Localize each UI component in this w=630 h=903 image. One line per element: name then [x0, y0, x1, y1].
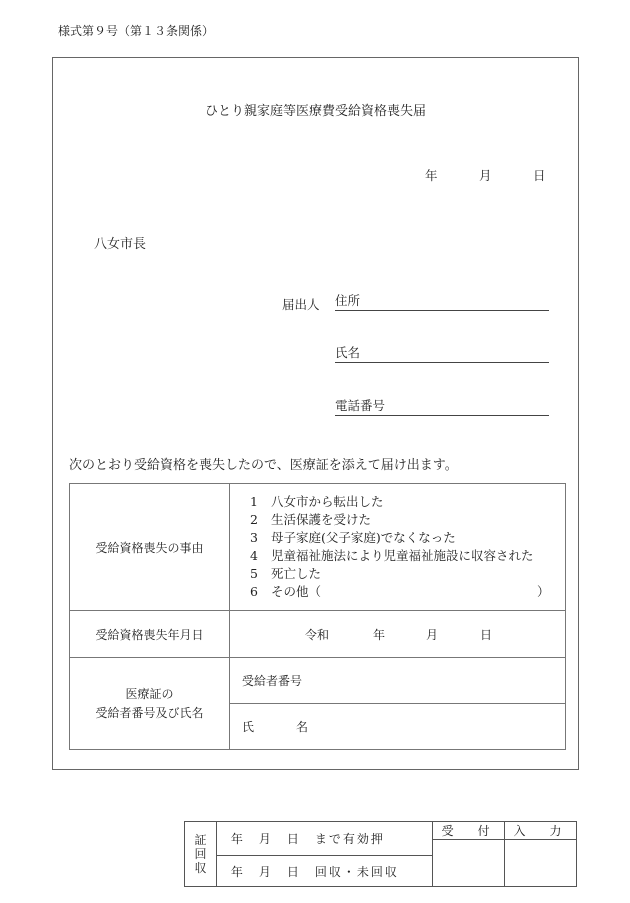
- addressee: 八女市長: [94, 237, 147, 252]
- address-field[interactable]: [335, 293, 549, 311]
- recipient-number-cell[interactable]: [230, 658, 566, 704]
- collection-cell: 年 月 日 回収・未回収: [216, 856, 432, 887]
- recipient-name-label-2: 名: [296, 720, 309, 734]
- office-stamp-table: [184, 821, 577, 887]
- reason-item[interactable]: 2 生活保護を受けた: [250, 512, 372, 527]
- name-label: 氏名: [335, 345, 361, 360]
- input-stamp-box: [505, 840, 577, 887]
- reason-item[interactable]: 4 児童福祉施法により児童福祉施設に収容された: [250, 548, 534, 563]
- date-month-label: 月: [479, 168, 492, 183]
- reason-item-other[interactable]: 6 その他（ ）: [250, 584, 550, 599]
- certificate-collection-label: 証 回 収: [185, 822, 217, 887]
- address-label: 住所: [335, 293, 361, 308]
- reporter-label: 届出人: [282, 297, 320, 312]
- loss-date-cell[interactable]: [230, 611, 566, 658]
- loss-date-month: 月: [426, 628, 439, 642]
- input-header: 入 力: [505, 822, 577, 840]
- valid-until-cell: 年 月 日 まで有効押: [216, 822, 432, 856]
- recipient-name-cell[interactable]: [230, 704, 566, 750]
- name-field[interactable]: [335, 345, 549, 363]
- reason-item[interactable]: 1 八女市から転出した: [250, 494, 384, 509]
- date-day-label: 日: [533, 168, 546, 183]
- reason-label: 受給資格喪失の事由: [70, 484, 230, 611]
- recipient-name-label-1: 氏: [242, 720, 255, 734]
- reason-cell[interactable]: [230, 484, 566, 611]
- certificate-label: 医療証の 受給者番号及び氏名: [70, 658, 230, 750]
- recipient-number-row: [70, 658, 566, 704]
- reason-item[interactable]: 5 死亡した: [250, 566, 322, 581]
- phone-label: 電話番号: [335, 398, 386, 413]
- date-year-label: 年: [425, 168, 438, 183]
- statement-text: 次のとおり受給資格を喪失したので、医療証を添えて届け出ます。: [69, 458, 458, 473]
- form-title: ひとり親家庭等医療費受給資格喪失届: [204, 104, 426, 119]
- reason-list: [230, 484, 565, 610]
- loss-details-table: [69, 483, 566, 750]
- received-stamp-box: [433, 840, 505, 887]
- other-close-paren: ）: [537, 584, 550, 599]
- loss-date-row: [70, 611, 566, 658]
- reason-row: [70, 484, 566, 611]
- loss-date-day: 日: [480, 628, 493, 642]
- loss-date-year: 年: [373, 628, 386, 642]
- form-frame: [52, 57, 579, 770]
- form-number: 様式第９号（第１３条関係）: [58, 24, 215, 38]
- phone-field[interactable]: [335, 398, 549, 416]
- reason-item[interactable]: 3 母子家庭(父子家庭)でなくなった: [250, 530, 456, 545]
- received-header: 受 付: [433, 822, 505, 840]
- loss-date-label: 受給資格喪失年月日: [70, 611, 230, 658]
- loss-date-era: 令和: [305, 628, 330, 642]
- recipient-number-label: 受給者番号: [242, 674, 303, 688]
